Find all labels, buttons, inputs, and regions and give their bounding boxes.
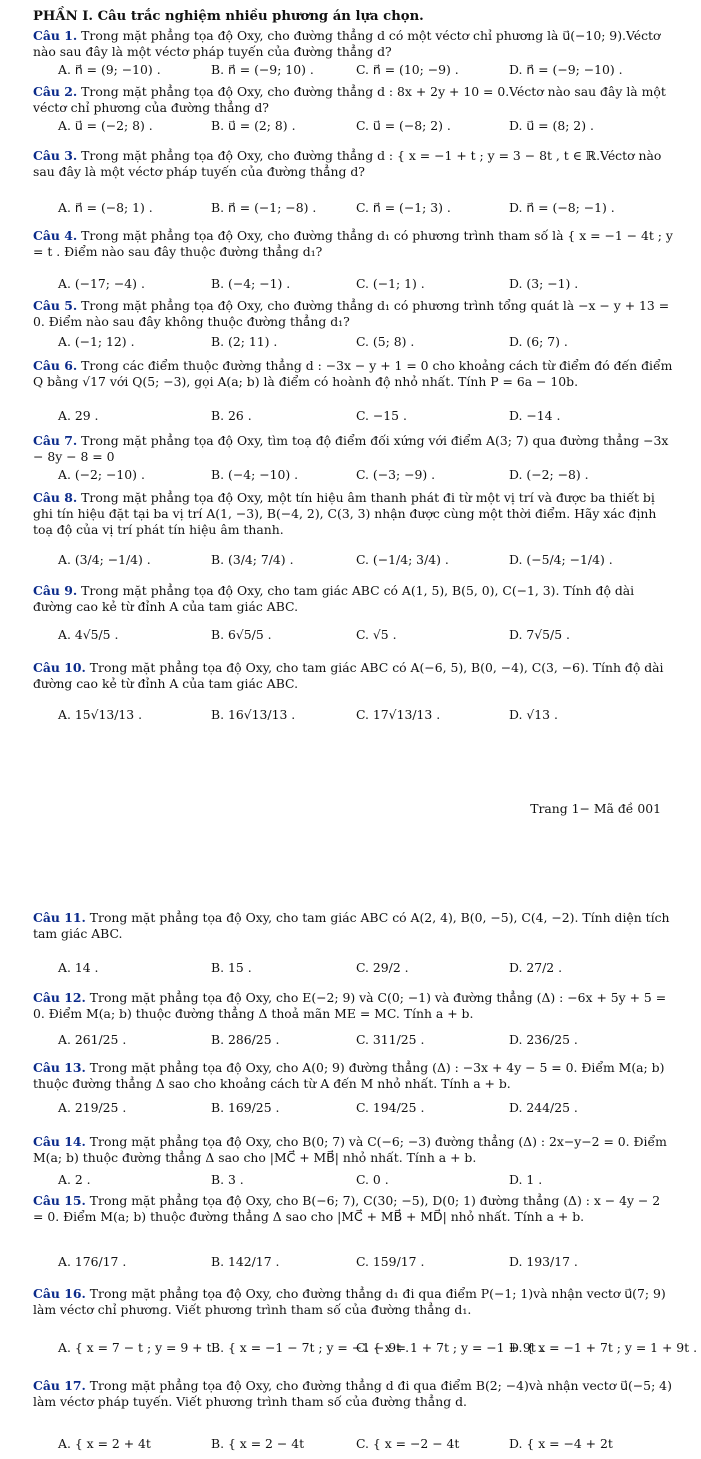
options-5 <box>58 334 673 352</box>
question-10 <box>33 660 673 692</box>
question-label: Câu 11. <box>33 910 86 925</box>
question-text: Trong mặt phẳng tọa độ Oxy, cho đường thẳng d₁ có phương trình tham số là { x = −1 − 4t ; y = t . Điểm nào sau đây thuộc đường thẳng d₁? <box>33 228 673 259</box>
question-label: Câu 9. <box>33 583 78 598</box>
question-text: Trong mặt phẳng tọa độ Oxy, cho đường thẳng d : 8x + 2y + 10 = 0.Véctơ nào sau đây là một véctơ chỉ phương của đường thẳng d? <box>33 84 666 115</box>
question-label: Câu 14. <box>33 1134 86 1149</box>
question-label: Câu 5. <box>33 298 78 313</box>
question-13 <box>33 1060 673 1092</box>
question-label: Câu 8. <box>33 490 78 505</box>
option-d[interactable]: D. 7√5/5 . <box>509 627 570 642</box>
question-text: Trong mặt phẳng tọa độ Oxy, cho tam giác ABC có A(−6, 5), B(0, −4), C(3, −6). Tính độ dài đường cao kẻ từ đỉnh A của tam giác ABC. <box>33 660 664 691</box>
options-14 <box>58 1172 673 1190</box>
option-b[interactable]: B. (3/4; 7/4) . <box>211 552 294 567</box>
option-a[interactable]: A. 29 . <box>58 408 99 423</box>
option-a[interactable]: A. (−17; −4) . <box>58 276 145 291</box>
option-d[interactable]: D. (−5/4; −1/4) . <box>509 552 613 567</box>
option-d[interactable]: D. 193/17 . <box>509 1254 578 1269</box>
option-b[interactable]: B. 3 . <box>211 1172 244 1187</box>
options-1 <box>58 62 673 80</box>
question-14 <box>33 1134 673 1166</box>
question-2 <box>33 84 673 116</box>
question-16 <box>33 1286 673 1318</box>
option-b[interactable]: B. 6√5/5 . <box>211 627 272 642</box>
option-b[interactable]: B. 15 . <box>211 960 252 975</box>
question-label: Câu 4. <box>33 228 78 243</box>
option-a[interactable]: A. (3/4; −1/4) . <box>58 552 151 567</box>
option-c[interactable]: C. 159/17 . <box>356 1254 425 1269</box>
question-11 <box>33 910 673 942</box>
option-a[interactable]: A. 2 . <box>58 1172 91 1187</box>
question-label: Câu 7. <box>33 433 78 448</box>
option-c[interactable]: C. n⃗ = (−1; 3) . <box>356 200 451 215</box>
question-6 <box>33 358 673 390</box>
option-a[interactable]: A. { x = 7 − t ; y = 9 + t . <box>58 1340 220 1355</box>
option-d[interactable]: D. 1 . <box>509 1172 543 1187</box>
question-label: Câu 15. <box>33 1193 86 1208</box>
option-b[interactable]: B. (−4; −1) . <box>211 276 291 291</box>
question-label: Câu 2. <box>33 84 78 99</box>
question-8 <box>33 490 673 538</box>
question-label: Câu 1. <box>33 28 78 43</box>
option-d[interactable]: D. (−2; −8) . <box>509 467 589 482</box>
question-text: Trong mặt phẳng tọa độ Oxy, cho A(0; 9) đường thẳng (Δ) : −3x + 4y − 5 = 0. Điểm M(a; b) thuộc đường thẳng Δ sao cho khoảng cách từ A đến M nhỏ nhất. Tính a + b. <box>33 1060 665 1091</box>
option-b[interactable]: B. n⃗ = (−9; 10) . <box>211 62 314 77</box>
option-b[interactable]: B. (2; 11) . <box>211 334 278 349</box>
option-c[interactable]: C. { x = −2 − 4t <box>356 1436 460 1451</box>
question-5 <box>33 298 673 330</box>
option-d[interactable]: D. { x = −1 + 7t ; y = 1 + 9t . <box>509 1340 698 1355</box>
question-text: Trong mặt phẳng tọa độ Oxy, cho đường thẳng d : { x = −1 + t ; y = 3 − 8t , t ∈ ℝ.Véctơ nào sau đây là một véctơ pháp tuyến của đường thẳng d? <box>33 148 662 179</box>
option-c[interactable]: C. u⃗ = (−8; 2) . <box>356 118 451 133</box>
option-c[interactable]: C. 311/25 . <box>356 1032 425 1047</box>
option-b[interactable]: B. (−4; −10) . <box>211 467 299 482</box>
option-c[interactable]: C. √5 . <box>356 627 397 642</box>
options-6 <box>58 408 673 426</box>
question-label: Câu 6. <box>33 358 78 373</box>
option-c[interactable]: C. (−1/4; 3/4) . <box>356 552 449 567</box>
option-b[interactable]: B. { x = 2 − 4t <box>211 1436 305 1451</box>
page-footer: Trang 1− Mã đề 001 <box>530 801 661 816</box>
option-c[interactable]: C. 17√13/13 . <box>356 707 441 722</box>
question-1 <box>33 28 673 60</box>
options-7 <box>58 467 673 485</box>
option-a[interactable]: A. 14 . <box>58 960 99 975</box>
option-c[interactable]: C. −15 . <box>356 408 407 423</box>
question-label: Câu 12. <box>33 990 86 1005</box>
question-label: Câu 10. <box>33 660 86 675</box>
question-label: Câu 16. <box>33 1286 86 1301</box>
question-text: Trong mặt phẳng tọa độ Oxy, tìm toạ độ điểm đối xứng với điểm A(3; 7) qua đường thẳng −3x − 8y − 8 = 0 <box>33 433 669 464</box>
question-text: Trong mặt phẳng tọa độ Oxy, cho đường thẳng d đi qua điểm B(2; −4)và nhận vectơ u⃗(−5; 4) làm véctơ pháp tuyến. Viết phương trình tham số của đường thẳng d. <box>33 1378 672 1409</box>
option-c[interactable]: C. (−1; 1) . <box>356 276 425 291</box>
section-heading: PHẦN I. Câu trắc nghiệm nhiều phương án lựa chọn. <box>33 9 424 24</box>
question-text: Trong mặt phẳng tọa độ Oxy, cho đường thẳng d có một véctơ chỉ phương là u⃗(−10; 9).Véctơ nào sau đây là một véctơ pháp tuyến của đường thẳng d? <box>33 28 661 59</box>
option-c[interactable]: C. 194/25 . <box>356 1100 425 1115</box>
question-4 <box>33 228 673 260</box>
option-d[interactable]: D. u⃗ = (8; 2) . <box>509 118 594 133</box>
option-a[interactable]: A. u⃗ = (−2; 8) . <box>58 118 153 133</box>
options-15 <box>58 1254 673 1272</box>
options-17 <box>58 1436 673 1454</box>
option-c[interactable]: C. { x = 1 + 7t ; y = −1 + 9t . <box>356 1340 544 1355</box>
question-text: Trong mặt phẳng tọa độ Oxy, cho đường thẳng d₁ có phương trình tổng quát là −x − y + 13 = 0. Điểm nào sau đây không thuộc đường thẳng d₁? <box>33 298 670 329</box>
question-17 <box>33 1378 673 1410</box>
question-text: Trong các điểm thuộc đường thẳng d : −3x − y + 1 = 0 cho khoảng cách từ điểm đó đến điểm Q bằng √17 với Q(5; −3), gọi A(a; b) là điểm có hoành độ nhỏ nhất. Tính P = 6a − 10b. <box>33 358 673 389</box>
option-a[interactable]: A. 219/25 . <box>58 1100 127 1115</box>
option-a[interactable]: A. 15√13/13 . <box>58 707 143 722</box>
question-text: Trong mặt phẳng tọa độ Oxy, cho B(−6; 7), C(30; −5), D(0; 1) đường thẳng (Δ) : x − 4y − 2 = 0. Điểm M(a; b) thuộc đường thẳng Δ sao cho |MC⃗ + MB⃗ + MD⃗| nhỏ nhất. Tính a + b. <box>33 1193 661 1224</box>
question-text: Trong mặt phẳng tọa độ Oxy, cho đường thẳng d₁ đi qua điểm P(−1; 1)và nhận vectơ u⃗(7; 9) làm véctơ chỉ phương. Viết phương trình tham số của đường thẳng d₁. <box>33 1286 666 1317</box>
question-7 <box>33 433 673 465</box>
question-12 <box>33 990 673 1022</box>
question-text: Trong mặt phẳng tọa độ Oxy, cho tam giác ABC có A(2, 4), B(0, −5), C(4, −2). Tính diện tích tam giác ABC. <box>33 910 670 941</box>
option-b[interactable]: B. 16√13/13 . <box>211 707 296 722</box>
option-c[interactable]: C. (−3; −9) . <box>356 467 436 482</box>
question-9 <box>33 583 673 615</box>
option-a[interactable]: A. n⃗ = (9; −10) . <box>58 62 161 77</box>
option-a[interactable]: A. (−2; −10) . <box>58 467 145 482</box>
option-b[interactable]: B. n⃗ = (−1; −8) . <box>211 200 317 215</box>
options-13 <box>58 1100 673 1118</box>
options-4 <box>58 276 673 294</box>
option-b[interactable]: B. { x = −1 − 7t ; y = −1 − 9t . <box>211 1340 410 1355</box>
option-d[interactable]: D. { x = −4 + 2t <box>509 1436 613 1451</box>
options-3 <box>58 200 673 218</box>
option-a[interactable]: A. n⃗ = (−8; 1) . <box>58 200 153 215</box>
question-label: Câu 3. <box>33 148 78 163</box>
option-d[interactable]: D. (3; −1) . <box>509 276 579 291</box>
option-c[interactable]: C. n⃗ = (10; −9) . <box>356 62 459 77</box>
option-a[interactable]: A. (−1; 12) . <box>58 334 135 349</box>
option-b[interactable]: B. 286/25 . <box>211 1032 280 1047</box>
options-9 <box>58 627 673 645</box>
question-3 <box>33 148 673 180</box>
option-a[interactable]: A. { x = 2 + 4t <box>58 1436 151 1451</box>
options-12 <box>58 1032 673 1050</box>
options-16 <box>58 1340 698 1358</box>
option-a[interactable]: A. 261/25 . <box>58 1032 127 1047</box>
options-8 <box>58 552 673 570</box>
option-d[interactable]: D. 27/2 . <box>509 960 563 975</box>
option-c[interactable]: C. 29/2 . <box>356 960 409 975</box>
option-b[interactable]: B. u⃗ = (2; 8) . <box>211 118 296 133</box>
option-c[interactable]: C. 0 . <box>356 1172 389 1187</box>
question-text: Trong mặt phẳng tọa độ Oxy, một tín hiệu âm thanh phát đi từ một vị trí và được ba thiết bị ghi tín hiệu đặt tại ba vị trí A(1, −3), B(−4, 2), C(3, 3) nhận được cùng một thời điểm. Hãy xác định toạ độ của vị trí phát tín hiệu âm thanh. <box>33 490 657 537</box>
option-d[interactable]: D. 236/25 . <box>509 1032 578 1047</box>
option-d[interactable]: D. n⃗ = (−8; −1) . <box>509 200 615 215</box>
option-d[interactable]: D. (6; 7) . <box>509 334 568 349</box>
question-text: Trong mặt phẳng tọa độ Oxy, cho B(0; 7) và C(−6; −3) đường thẳng (Δ) : 2x−y−2 = 0. Điểm M(a; b) thuộc đường thẳng Δ sao cho |MC⃗ + MB⃗| nhỏ nhất. Tính a + b. <box>33 1134 667 1165</box>
options-2 <box>58 118 673 136</box>
question-text: Trong mặt phẳng tọa độ Oxy, cho tam giác ABC có A(1, 5), B(5, 0), C(−1, 3). Tính độ dài đường cao kẻ từ đỉnh A của tam giác ABC. <box>33 583 635 614</box>
options-10 <box>58 707 673 725</box>
option-b[interactable]: B. 142/17 . <box>211 1254 280 1269</box>
question-text: Trong mặt phẳng tọa độ Oxy, cho E(−2; 9) và C(0; −1) và đường thẳng (Δ) : −6x + 5y + 5 = 0. Điểm M(a; b) thuộc đường thẳng Δ thoả mãn ME = MC. Tính a + b. <box>33 990 667 1021</box>
question-label: Câu 13. <box>33 1060 86 1075</box>
option-d[interactable]: D. √13 . <box>509 707 558 722</box>
option-b[interactable]: B. 169/25 . <box>211 1100 280 1115</box>
options-11 <box>58 960 673 978</box>
option-a[interactable]: A. 4√5/5 . <box>58 627 119 642</box>
option-c[interactable]: C. (5; 8) . <box>356 334 415 349</box>
option-d[interactable]: D. −14 . <box>509 408 561 423</box>
option-d[interactable]: D. n⃗ = (−9; −10) . <box>509 62 623 77</box>
option-a[interactable]: A. 176/17 . <box>58 1254 127 1269</box>
option-b[interactable]: B. 26 . <box>211 408 252 423</box>
question-label: Câu 17. <box>33 1378 86 1393</box>
question-15 <box>33 1193 673 1225</box>
option-d[interactable]: D. 244/25 . <box>509 1100 578 1115</box>
